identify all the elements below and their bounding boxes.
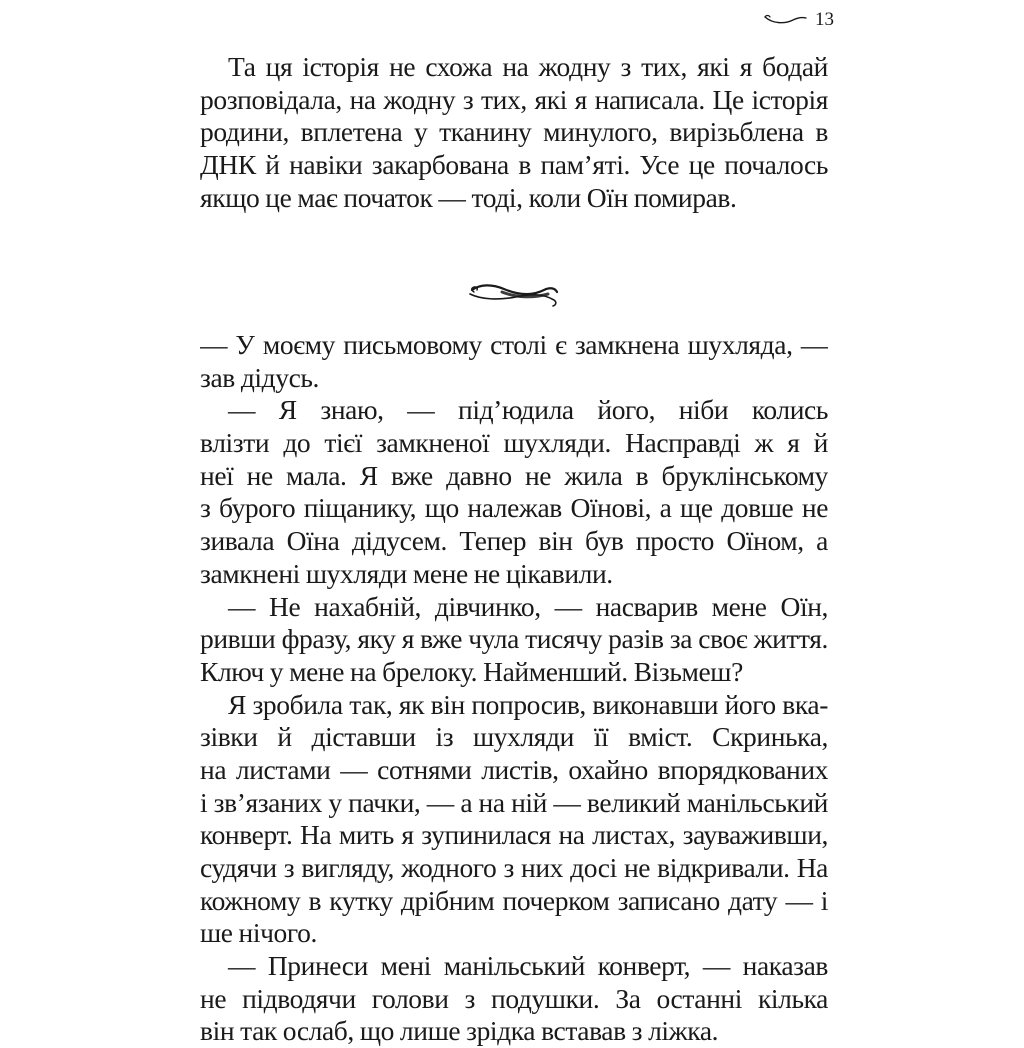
- text-line: і зв’язаних у пачки, — а на ній — великий манільський: [200, 786, 828, 818]
- section-break-ornament-icon: [462, 276, 562, 310]
- text-line: — У моєму письмовому столі є замкнена шухляда, —: [200, 329, 828, 360]
- page-number: 13: [815, 8, 834, 30]
- text-line: — Я знаю, — під’юдила його, ніби колись: [228, 394, 828, 426]
- text-line: розповідала, на жодну з тих, які я написала. Це історія: [200, 83, 828, 115]
- text-line: він так ослаб, що лише зрідка вставав з ліжка.: [200, 1015, 719, 1047]
- dialogue-section: [200, 329, 828, 1048]
- text-line: кожному в кутку дрібним почерком записано дату — і: [200, 884, 828, 916]
- text-line: ривши фразу, яку я вже чула тисячу разів за своє життя.: [200, 623, 828, 655]
- running-head: [763, 6, 834, 32]
- text-line: неї не мала. Я вже давно не жила в бруклінському: [200, 459, 828, 491]
- text-line: зивала Оїна дідусем. Тепер він був просто Оїном, а: [200, 525, 828, 557]
- text-line: зівки й діставши із шухляди її вміст. Скринька,: [200, 721, 828, 753]
- text-line: конверт. На мить я зупинилася на листах, зауваживши,: [200, 819, 828, 851]
- text-line: з бурого піщанику, що належав Оїнові, а ще довше не: [200, 492, 828, 524]
- text-line: Ключ у мене на брелоку. Найменший. Візьмеш?: [200, 655, 743, 687]
- text-line: — Не нахабній, дівчинко, — насварив мене Оїн,: [228, 590, 828, 622]
- flourish-icon: [763, 12, 807, 26]
- text-line: на листами — сотнями листів, охайно впорядкованих: [200, 753, 828, 785]
- text-line: Я зробила так, як він попросив, виконавши його вка-: [228, 688, 828, 720]
- text-line: ше нічого.: [200, 917, 317, 949]
- text-line: якщо це має початок — тоді, коли Оїн помирав.: [200, 181, 737, 213]
- text-line: зав дідусь.: [200, 361, 320, 393]
- text-line: судячи з вигляду, жодного з них досі не відкривали. На: [200, 852, 828, 883]
- text-line: не підводячи голови з подушки. За останні кілька: [200, 982, 828, 1014]
- text-line: — Принеси мені манільський конверт, — наказав: [228, 950, 828, 982]
- paragraph-intro: [200, 51, 828, 214]
- text-line: Та ця історія не схожа на жодну з тих, які я бодай: [228, 51, 828, 82]
- text-line: ДНК й навіки закарбована в пам’яті. Усе це почалось: [200, 149, 828, 181]
- text-line: замкнені шухляди мене не цікавили.: [200, 557, 613, 589]
- text-line: родини, вплетена у тканину минулого, вирізьблена в: [200, 116, 828, 148]
- text-line: влізти до тієї замкненої шухляди. Насправді ж я й: [200, 427, 828, 459]
